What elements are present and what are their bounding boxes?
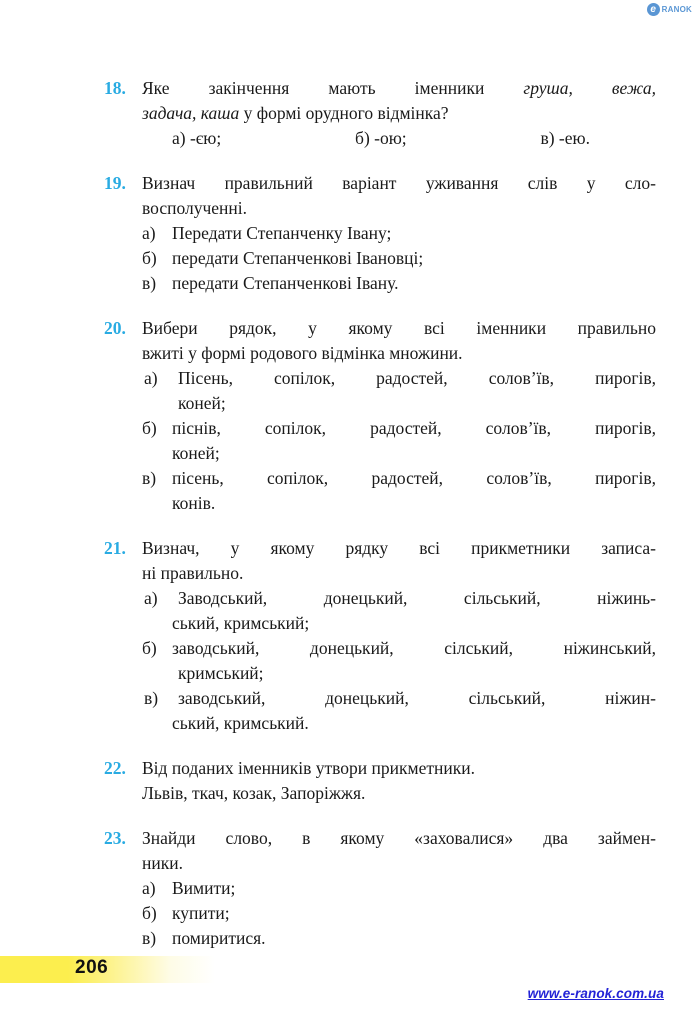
page-number-bar <box>0 956 272 983</box>
option-v[interactable] <box>142 926 656 951</box>
prompt-italic-words-2: задача, каша <box>142 103 240 123</box>
option-a-continuation <box>142 391 656 416</box>
option-letter: в) <box>142 468 157 488</box>
exercise-prompt-continuation: восполученні. <box>142 198 247 218</box>
option-text-continuation: коней; <box>178 393 226 413</box>
option-text: пісень, сопілок, радостей, солов’їв, пирогів, <box>172 468 656 488</box>
exercise-body <box>142 756 656 806</box>
option-v-continuation <box>142 711 656 736</box>
exercise-prompt-continuation: вжиті у формі родового відмінка множини. <box>142 343 463 363</box>
option-letter: а) <box>144 588 158 608</box>
exercise-options-inline <box>142 126 656 151</box>
option-b[interactable]: б) -ою; <box>355 128 407 148</box>
option-letter: а) <box>142 223 156 243</box>
exercise-options <box>142 876 656 951</box>
exercise-23 <box>104 826 656 951</box>
exercise-body <box>142 536 656 736</box>
option-text: заводський, донецький, сільський, ніжин- <box>178 688 656 708</box>
exercise-19 <box>104 171 656 296</box>
exercise-options <box>142 586 656 736</box>
option-a[interactable] <box>142 876 656 901</box>
prompt-italic-words: груша, вежа, <box>523 78 656 98</box>
option-v[interactable] <box>142 271 656 296</box>
option-text-continuation: ський, кримський; <box>172 613 310 633</box>
publisher-website-link[interactable]: www.e-ranok.com.ua <box>527 986 664 1001</box>
option-a[interactable] <box>142 366 656 391</box>
exercise-list <box>104 76 656 951</box>
option-text-continuation: ський, кримський. <box>172 713 309 733</box>
option-text-continuation: конів. <box>172 493 216 513</box>
exercise-number: 19. <box>104 173 126 193</box>
exercise-21 <box>104 536 656 736</box>
option-text: заводський, донецький, сілський, ніжинський, <box>172 638 656 658</box>
ranok-e-icon: e <box>647 3 660 16</box>
option-v-continuation <box>142 491 656 516</box>
publisher-logo <box>647 3 692 16</box>
exercise-body <box>142 826 656 951</box>
option-letter: в) <box>142 273 157 293</box>
option-v[interactable] <box>142 686 656 711</box>
exercise-body <box>142 76 656 151</box>
exercise-prompt-continuation: ники. <box>142 853 183 873</box>
exercise-number: 18. <box>104 78 126 98</box>
option-v[interactable]: в) -ею. <box>540 128 590 148</box>
option-letter: а) <box>142 878 156 898</box>
option-letter: а) <box>144 368 158 388</box>
option-text: передати Степанченкові Івановці; <box>172 248 424 268</box>
exercise-prompt-line <box>142 76 656 101</box>
option-letter: б) <box>142 418 157 438</box>
option-text: купити; <box>172 903 230 923</box>
exercise-prompt-line: Від поданих іменників утвори прикметники. <box>142 758 475 778</box>
option-a-continuation <box>142 611 656 636</box>
exercise-prompt-continuation <box>142 101 656 126</box>
exercise-number: 22. <box>104 758 126 778</box>
option-text: Передати Степанченку Івану; <box>172 223 392 243</box>
option-letter: б) <box>142 903 157 923</box>
exercise-18 <box>104 76 656 151</box>
option-text-continuation: коней; <box>172 443 220 463</box>
option-letter: в) <box>144 688 159 708</box>
option-b[interactable] <box>142 636 656 661</box>
option-b-continuation <box>142 661 656 686</box>
prompt-text: Яке закінчення мають іменники <box>142 78 524 98</box>
exercise-body <box>142 316 656 516</box>
option-text-continuation: кримський; <box>178 663 264 683</box>
exercise-prompt-line: Вибери рядок, у якому всі іменники правильно <box>142 318 656 338</box>
exercise-prompt-continuation: ні правильно. <box>142 563 244 583</box>
publisher-logo-text: RANOK <box>661 5 692 14</box>
exercise-22 <box>104 756 656 806</box>
exercise-prompt-continuation: Львів, ткач, козак, Запоріжжя. <box>142 783 366 803</box>
option-text: Пісень, сопілок, радостей, солов’їв, пирогів, <box>178 368 656 388</box>
option-letter: б) <box>142 248 157 268</box>
option-text: передати Степанченкові Івану. <box>172 273 399 293</box>
page-number: 206 <box>75 957 109 978</box>
option-a[interactable] <box>142 586 656 611</box>
exercise-prompt-line: Знайди слово, в якому «заховалися» два займен- <box>142 828 656 848</box>
exercise-options <box>142 221 656 296</box>
option-text: Заводський, донецький, сільський, ніжинь- <box>178 588 656 608</box>
exercise-number: 21. <box>104 538 126 558</box>
exercise-body <box>142 171 656 296</box>
option-b-continuation <box>142 441 656 466</box>
option-letter: б) <box>142 638 157 658</box>
exercise-20 <box>104 316 656 516</box>
option-text: піснів, сопілок, радостей, солов’їв, пирогів, <box>172 418 656 438</box>
option-a[interactable]: а) -єю; <box>172 128 222 148</box>
option-b[interactable] <box>142 416 656 441</box>
option-letter: в) <box>142 928 157 948</box>
option-a[interactable] <box>142 221 656 246</box>
option-b[interactable] <box>142 901 656 926</box>
exercise-prompt-line: Визнач, у якому рядку всі прикметники записа- <box>142 538 656 558</box>
prompt-text-2: у формі орудного відмінка? <box>239 103 449 123</box>
exercise-prompt-line: Визнач правильний варіант уживання слів у сло- <box>142 173 656 193</box>
exercise-number: 23. <box>104 828 126 848</box>
option-b[interactable] <box>142 246 656 271</box>
option-v[interactable] <box>142 466 656 491</box>
option-text: Вимити; <box>172 878 236 898</box>
exercise-number: 20. <box>104 318 126 338</box>
exercise-options <box>142 366 656 516</box>
option-text: помиритися. <box>172 928 266 948</box>
